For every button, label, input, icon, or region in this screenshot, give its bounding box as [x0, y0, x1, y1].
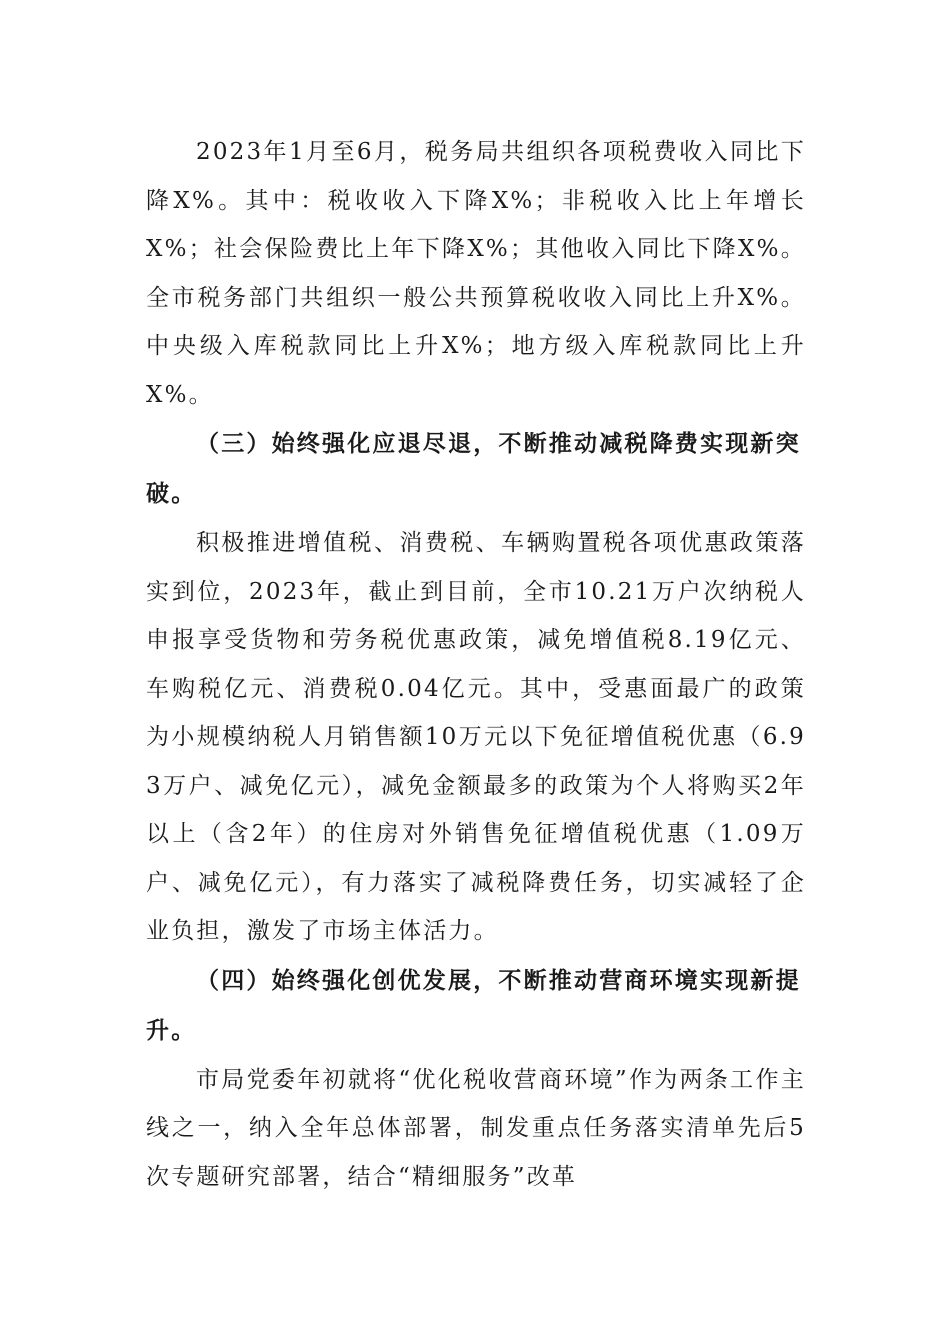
section-heading-4: （四）始终强化创优发展，不断推动营商环境实现新提升。	[146, 967, 801, 1044]
document-body	[146, 128, 806, 1201]
section-heading-3: （三）始终强化应退尽退，不断推动减税降费实现新突破。	[146, 431, 801, 507]
paragraph-tax-relief: 积极推进增值税、消费税、车辆购置税各项优惠政策落实到位，2023年，截止到目前，全市10.21万户次纳税人申报享受货物和劳务税优惠政策，减免增值税8.19亿元、车购税亿元、消费税0.04亿元。其中，受惠面最广的政策为小规模纳税人月销售额10万元以下免征增值税优惠（6.93万户、减免亿元），减免金额最多的政策为个人将购买2年以上（含2年）的住房对外销售免征增值税优惠（1.09万户、减免亿元），有力落实了减税降费任务，切实减轻了企业负担，激发了市场主体活力。	[146, 530, 806, 944]
paragraph-business-environment: 市局党委年初就将“优化税收营商环境”作为两条工作主线之一，纳入全年总体部署，制发重点任务落实清单先后5次专题研究部署，结合“精细服务”改革	[146, 1066, 806, 1190]
paragraph-tax-revenue: 2023年1月至6月，税务局共组织各项税费收入同比下降X%。其中：税收收入下降X%；非税收入比上年增长X%；社会保险费比上年下降X%；其他收入同比下降X%。全市税务部门共组织一般公共预算税收收入同比上升X%。中央级入库税款同比上升X%；地方级入库税款同比上升X%。	[146, 139, 806, 408]
